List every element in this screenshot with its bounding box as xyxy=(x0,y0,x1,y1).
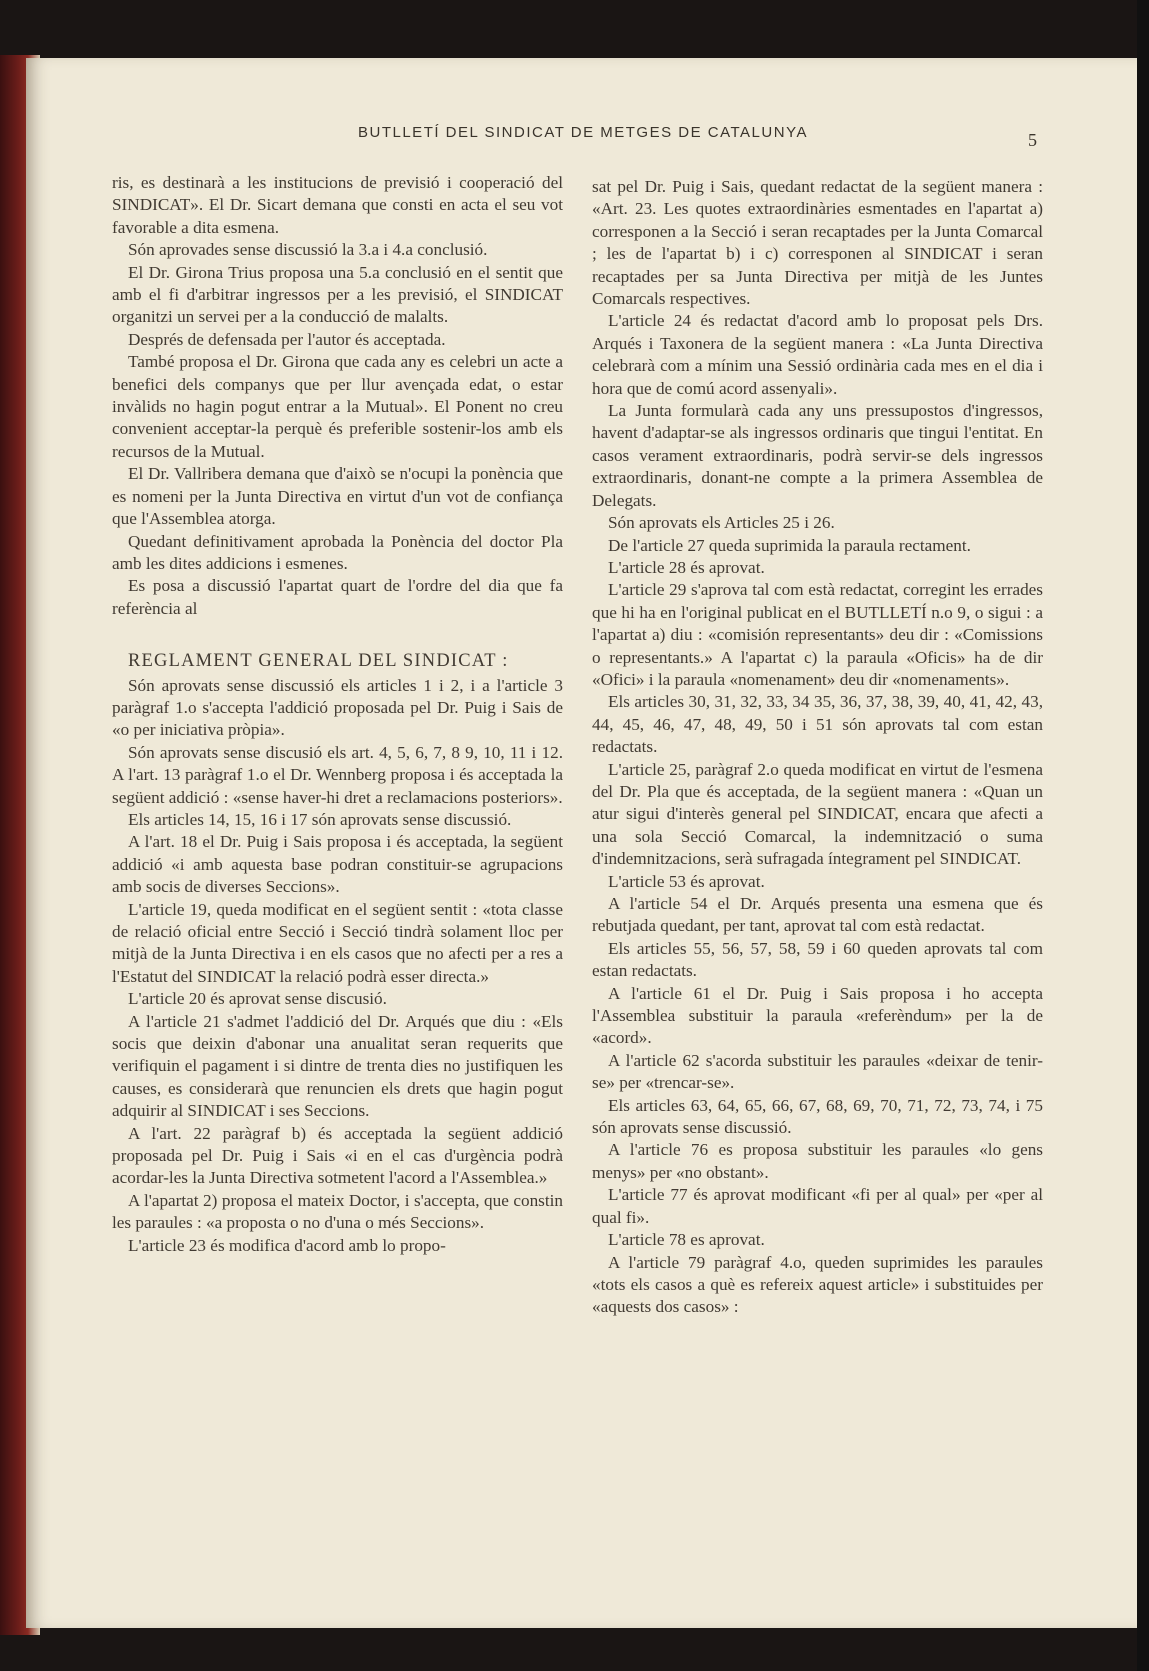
paragraph: Els articles 63, 64, 65, 66, 67, 68, 69, 70, 71, 72, 73, 74, i 75 són aprovats sense discussió. xyxy=(592,1095,1043,1138)
paragraph: L'article 78 es aprovat. xyxy=(608,1230,765,1250)
paragraph: L'article 20 és aprovat sense discusió. xyxy=(128,989,387,1009)
document-page xyxy=(26,58,1149,1628)
paragraph: Són aprovats sense discusió els art. 4, 5, 6, 7, 8 9, 10, 11 i 12. A l'art. 13 paràgraf 1.o el Dr. Wennberg proposa i és acceptada la següent addició : «sense haver-hi dret a reclamacions posteriors». xyxy=(112,742,563,807)
paragraph: A l'article 76 es proposa substituir les paraules «lo gens menys» per «no obstant». xyxy=(592,1140,1043,1182)
paragraph: A l'art. 22 paràgraf b) és acceptada la següent addició proposada pel Dr. Puig i Sais «i en el cas d'urgència podrà acordar-les la Junta Directiva sotmetent l'acord a l'Assemblea.» xyxy=(112,1123,563,1188)
paragraph: Són aprovades sense discussió la 3.a i 4.a conclusió. xyxy=(128,240,488,260)
paragraph: ris, es destinarà a les institucions de previsió i cooperació del SINDICAT». El Dr. Sicart demana que consti en acta el seu vot favorable a dita esmena. xyxy=(112,173,563,237)
paragraph: A l'art. 18 el Dr. Puig i Sais proposa i és acceptada, la següent addició «i amb aquesta base podran constituir-se agrupacions amb socis de diverses Seccions». xyxy=(112,832,563,897)
paragraph: A l'apartat 2) proposa el mateix Doctor, i s'accepta, que constin les paraules : «a proposta o no d'una o més Seccions». xyxy=(112,1190,563,1233)
paragraph: A l'article 54 el Dr. Arqués presenta una esmena que és rebutjada quedant, per tant, aprovat tal com està redactat. xyxy=(592,894,1043,936)
paragraph: A l'article 62 s'acorda substituir les paraules «deixar de tenir-se» per «trencar-se». xyxy=(592,1050,1043,1093)
paragraph: Els articles 14, 15, 16 i 17 són aprovats sense discussió. xyxy=(128,809,512,829)
page-number: 5 xyxy=(1028,130,1037,150)
paragraph: A l'article 21 s'admet l'addició del Dr. Arqués que diu : «Els socis que deixin d'abonar una anualitat seran requerits que verifiquin el pagament i si dintre de trenta dies no justifiquen les causes, es considerarà que renuncien els drets que hagin pogut adquirir al SINDICAT i ses Seccions. xyxy=(112,1011,563,1121)
paragraph: L'article 25, paràgraf 2.o queda modificat en virtut de l'esmena del Dr. Pla que és acceptada, de la següent manera : «Quan un atur sigui d'interès general pel SINDICAT, encara que afecti a una sola Secció Comarcal, la indemnització o suma d'indemnitzacions, serà sufragada íntegrament pel SINDICAT. xyxy=(592,759,1043,869)
paragraph: Els articles 55, 56, 57, 58, 59 i 60 queden aprovats tal com estan redactats. xyxy=(592,938,1043,981)
paragraph: Es posa a discussió l'apartat quart de l'ordre del dia que fa referència al xyxy=(112,576,563,618)
paragraph: De l'article 27 queda suprimida la paraula rectament. xyxy=(608,535,971,555)
paragraph: També proposa el Dr. Girona que cada any es celebri un acte a benefici dels companys que per llur avençada edat, o estar invàlids no hagin pogut entrar a la Mutual». El Ponent no creu convenient acceptar-la perquè és preferible sostenir-los amb els recursos de la Mutual. xyxy=(112,352,563,461)
paragraph: Són aprovats els Articles 25 i 26. xyxy=(608,513,835,533)
paragraph: Després de defensada per l'autor és acceptada. xyxy=(128,329,446,349)
left-column xyxy=(112,172,563,1257)
paragraph: Són aprovats sense discussió els articles 1 i 2, i a l'article 3 paràgraf 1.o s'accepta l'addició proposada pel Dr. Puig i Sais de «o per iniciativa pròpia». xyxy=(112,675,563,740)
paragraph: El Dr. Vallribera demana que d'això se n'ocupi la ponència que es nomeni per la Junta Directiva en virtut d'un vot de confiança que l'Assemblea atorga. xyxy=(112,464,563,529)
paragraph: El Dr. Girona Trius proposa una 5.a conclusió en el sentit que amb el fi d'arbitrar ingressos per a les previsió, el SINDICAT organitzi un servei per a la conducció de malalts. xyxy=(112,262,563,327)
section-heading: REGLAMENT GENERAL DEL SINDICAT : xyxy=(128,651,509,672)
scan-border xyxy=(1137,0,1149,1671)
paragraph: Quedant definitivament aprobada la Ponència del doctor Pla amb les dites addicions i esmenes. xyxy=(112,531,563,573)
paragraph: L'article 28 és aprovat. xyxy=(608,557,765,577)
paragraph: A l'article 79 paràgraf 4.o, queden suprimides les paraules «tots els casos a què es refereix aquest article» i substituides per «aquests dos casos» : xyxy=(592,1252,1043,1317)
paragraph: L'article 29 s'aprova tal com està redactat, corregint les errades que hi ha en l'original publicat en el BUTLLETÍ n.o 9, o sigui : a l'apartat a) diu : «comisión representants» deu dir : «Comissions o representants.» A l'apartat c) la paraula «Oficis» ha de dir «Ofici» i la paraula «nomenament» deu dir «nomenaments». xyxy=(592,580,1043,689)
paragraph: L'article 77 és aprovat modificant «fi per al qual» per «per al qual fi». xyxy=(592,1185,1043,1227)
paragraph: La Junta formularà cada any uns pressupostos d'ingressos, havent d'adaptar-se als ingressos ordinaris que tingui l'entitat. En casos verament extraordinaris, podrà servir-se dels ingressos extraordinaris, donant-ne compte a la primera Assemblea de Delegats. xyxy=(592,401,1043,510)
paragraph: L'article 19, queda modificat en el següent sentit : «tota classe de relació oficial entre Secció i Secció tindrà solament lloc per mitjà de la Junta Directiva i en els casos que no afecti per a res a l'Estatut del SINDICAT la relació podrà esser directa.» xyxy=(112,899,563,986)
paragraph: L'article 24 és redactat d'acord amb lo proposat pels Drs. Arqués i Taxonera de la següent manera : «La Junta Directiva celebrarà com a mínim una Sessió ordinària cada mes en el dia i hora que de comú acord assenyali». xyxy=(592,311,1043,398)
paragraph: sat pel Dr. Puig i Sais, quedant redactat de la següent manera : «Art. 23. Les quotes extraordinàries esmentades en l'apartat a) corresponen a la Secció i seran recaptades per la Junta Comarcal ; les de l'apartat b) i c) corresponen al SINDICAT i seran recaptades per sa Junta Directiva per mitjà de les Juntes Comarcals respectives. xyxy=(592,177,1043,309)
right-column xyxy=(592,176,1043,1319)
paragraph: L'article 53 és aprovat. xyxy=(608,871,765,891)
running-head: BUTLLETÍ DEL SINDICAT DE METGES DE CATALUNYA xyxy=(358,124,808,141)
paragraph: A l'article 61 el Dr. Puig i Sais proposa i ho accepta l'Assemblea substituir la paraula «referèndum» per la de «acord». xyxy=(592,983,1043,1048)
paragraph: Els articles 30, 31, 32, 33, 34 35, 36, 37, 38, 39, 40, 41, 42, 43, 44, 45, 46, 47, 48, 49, 50 i 51 són aprovats tal com estan redactats. xyxy=(592,692,1043,757)
paragraph: L'article 23 és modifica d'acord amb lo propo- xyxy=(128,1235,446,1255)
